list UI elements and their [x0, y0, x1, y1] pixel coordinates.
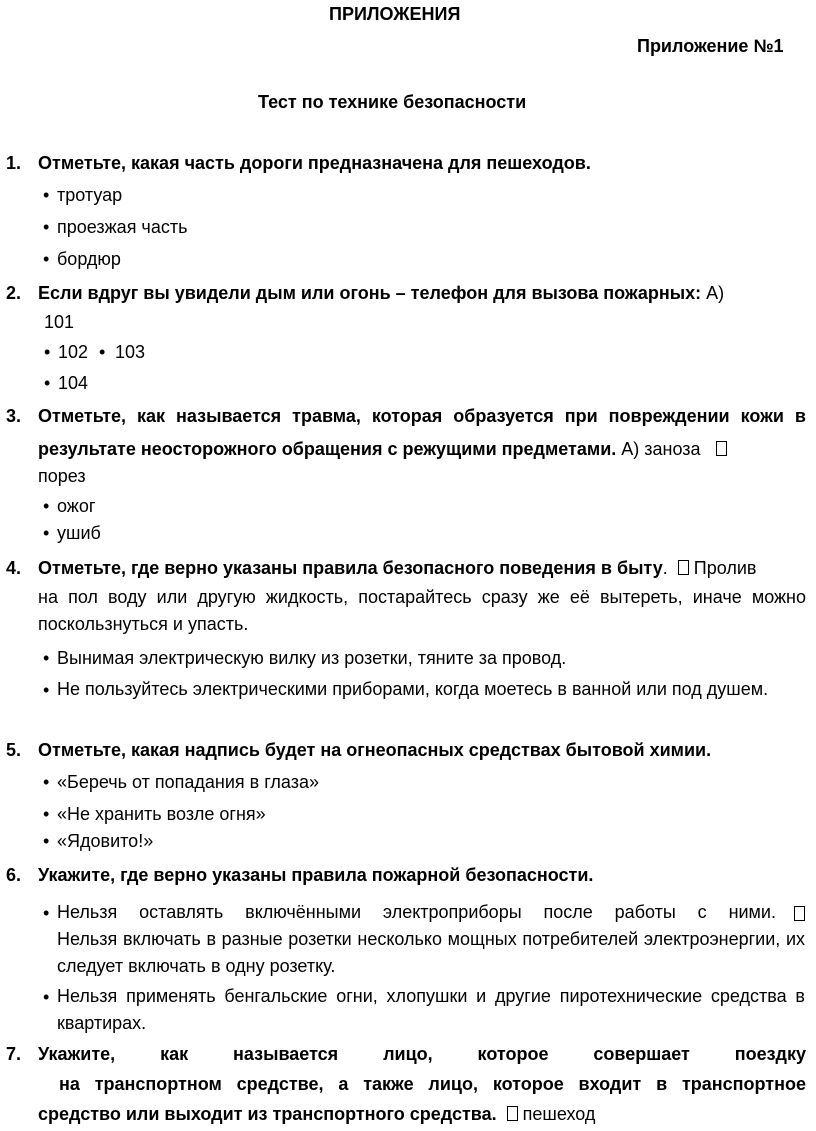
- q4-number: 4.: [6, 558, 22, 578]
- q5-option: «Беречь от попадания в глаза»: [57, 772, 319, 792]
- q6-option3: Нельзя применять бенгальские огни, хлопушки и другие пиротехнические средства в квартирах.: [57, 986, 805, 1033]
- checkbox-icon: [716, 441, 727, 456]
- q3-option-a: А) заноза: [621, 439, 701, 459]
- bullet-icon: •: [43, 217, 50, 237]
- q1-number: 1.: [6, 153, 22, 173]
- q2-option: 103: [115, 342, 146, 362]
- q1-option: бордюр: [57, 249, 121, 269]
- q1-option: проезжая часть: [57, 217, 188, 237]
- q6-option2: Нельзя включать в разные розетки несколько мощных потребителей электроэнергии, их следует включать в одну розетку.: [57, 929, 805, 976]
- checkbox-icon: [507, 1106, 518, 1121]
- q4-inline-option-start: Пролив: [693, 558, 757, 578]
- q2-option-a-prefix: А): [706, 283, 725, 303]
- q6-option1: Нельзя оставлять включёнными электроприборы после работы с ними.: [57, 902, 776, 922]
- q1-question: Отметьте, какая часть дороги предназначена для пешеходов.: [38, 153, 591, 173]
- q6-option1-row: [57, 899, 805, 926]
- q7-question-line2: на транспортном средстве, а также лицо, которое входит в транспортное: [59, 1074, 806, 1094]
- checkbox-icon: [794, 906, 805, 921]
- bullet-icon: •: [44, 342, 51, 362]
- q3-question-line2-row: [38, 438, 727, 460]
- q3-number: 3.: [6, 406, 22, 426]
- q5-question: Отметьте, какая надпись будет на огнеопасных средствах бытовой химии.: [38, 740, 712, 760]
- q7-question-line3-row: [38, 1103, 595, 1125]
- bullet-icon: •: [44, 373, 51, 393]
- q3-option: ожог: [57, 496, 96, 516]
- q6-question: Укажите, где верно указаны правила пожарной безопасности.: [38, 865, 594, 885]
- appendix-label: Приложение №1: [637, 36, 784, 56]
- q2-question-line: [38, 282, 724, 304]
- section-title: ПРИЛОЖЕНИЯ: [329, 4, 461, 24]
- q4-question-end: .: [662, 558, 668, 578]
- q3-question-line2: результате неосторожного обращения с режущими предметами.: [38, 439, 617, 459]
- q2-option-a: 101: [44, 312, 75, 332]
- q5-number: 5.: [6, 740, 22, 760]
- q2-question: Если вдруг вы увидели дым или огонь – телефон для вызова пожарных:: [38, 283, 702, 303]
- q5-option: «Не хранить возле огня»: [57, 804, 266, 824]
- bullet-icon: •: [43, 496, 50, 516]
- q2-option: 104: [58, 373, 89, 393]
- bullet-icon: •: [43, 804, 50, 824]
- bullet-icon: •: [43, 249, 50, 269]
- q4-option: Вынимая электрическую вилку из розетки, тяните за провод.: [57, 648, 567, 668]
- q7-question-line3: средство или выходит из транспортного средства.: [38, 1104, 497, 1124]
- q2-option: 102: [58, 342, 89, 362]
- q3-question-line1: Отметьте, как называется травма, которая образуется при повреждении кожи в: [38, 406, 806, 426]
- bullet-icon: •: [99, 342, 106, 362]
- q1-option: тротуар: [57, 185, 123, 205]
- q7-number: 7.: [6, 1044, 22, 1064]
- q4-option: Не пользуйтесь электрическими приборами, когда моетесь в ванной или под душем.: [57, 679, 769, 699]
- bullet-icon: •: [43, 831, 50, 851]
- bullet-icon: •: [43, 185, 50, 205]
- q4-question: Отметьте, где верно указаны правила безопасного поведения в быту: [38, 558, 663, 578]
- bullet-icon: •: [43, 903, 50, 923]
- bullet-icon: •: [43, 648, 50, 668]
- q3-option: ушиб: [57, 523, 101, 543]
- q6-number: 6.: [6, 865, 22, 885]
- q7-question-line1: Укажите, как называется лицо, которое совершает поездку: [38, 1044, 806, 1064]
- q2-number: 2.: [6, 283, 22, 303]
- test-title: Тест по технике безопасности: [258, 92, 527, 112]
- bullet-icon: •: [43, 523, 50, 543]
- q4-question-row: [38, 557, 756, 579]
- bullet-icon: •: [43, 772, 50, 792]
- bullet-icon: •: [43, 987, 50, 1007]
- checkbox-icon: [678, 560, 689, 575]
- bullet-icon: •: [43, 680, 50, 700]
- q4-inline-option-rest: на пол воду или другую жидкость, постарайтесь сразу же её вытереть, иначе можно поскользнуться и упасть.: [38, 587, 806, 634]
- q7-option-first: пешеход: [522, 1104, 596, 1124]
- q5-option: «Ядовито!»: [57, 831, 154, 851]
- q3-option-b: порез: [38, 466, 86, 486]
- q6-options-block: [57, 899, 805, 980]
